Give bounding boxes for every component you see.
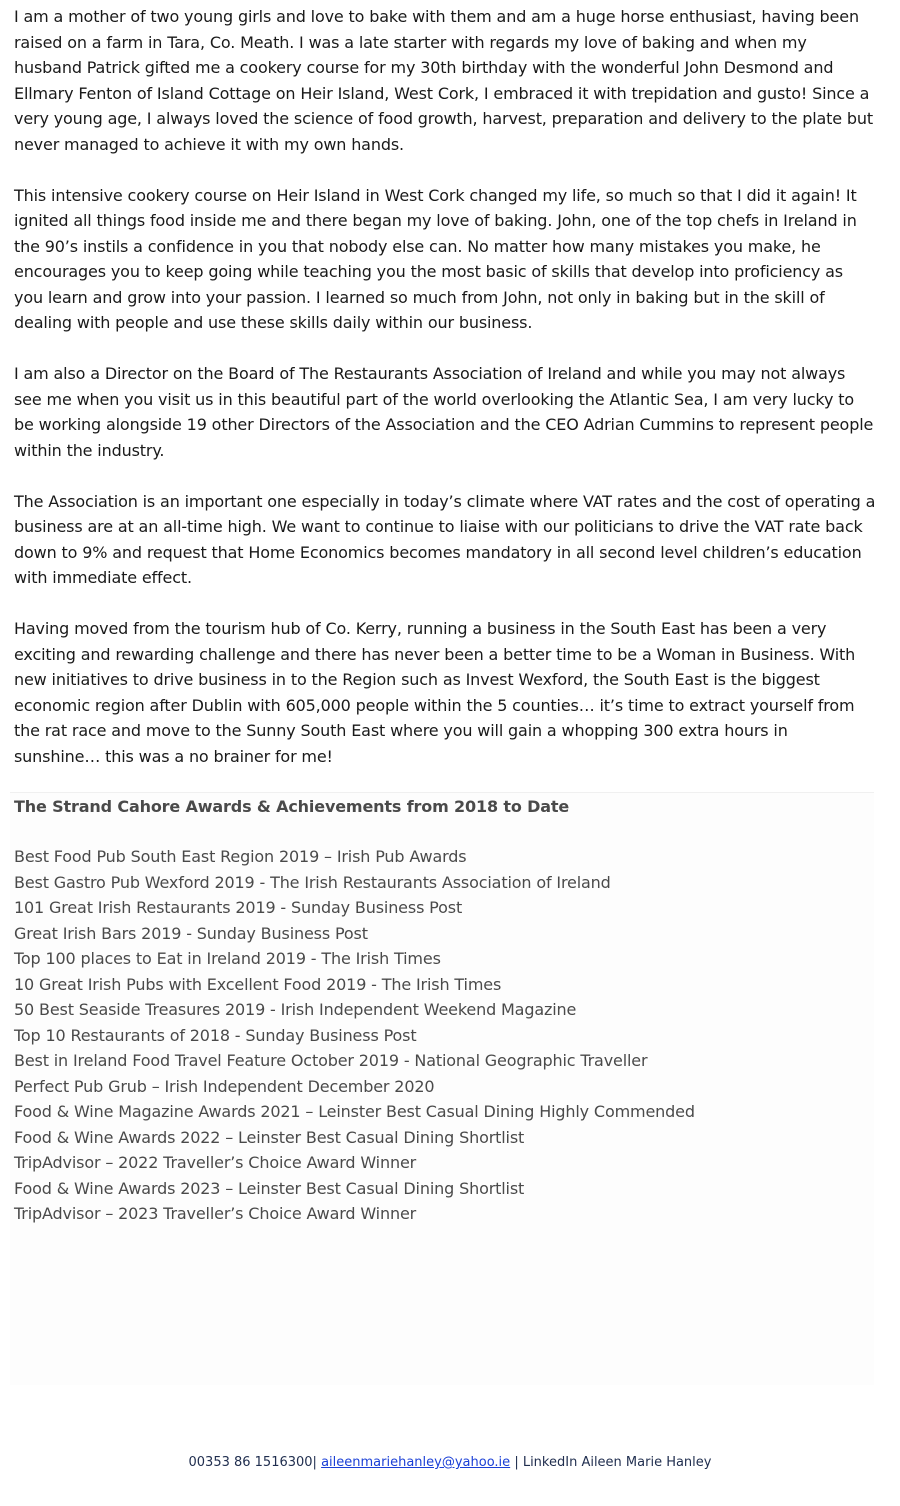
document-body: [14, 4, 876, 795]
award-item: 10 Great Irish Pubs with Excellent Food 2019 - The Irish Times: [14, 974, 502, 994]
awards-heading: The Strand Cahore Awards & Achievements from 2018 to Date: [14, 797, 570, 816]
awards-section: [10, 792, 874, 1385]
award-item: Food & Wine Awards 2022 – Leinster Best Casual Dining Shortlist: [14, 1127, 525, 1147]
footer-email-link[interactable]: aileenmariehanley@yahoo.ie: [321, 1455, 511, 1470]
award-item: Food & Wine Awards 2023 – Leinster Best Casual Dining Shortlist: [14, 1178, 525, 1198]
award-item: Best Food Pub South East Region 2019 – Irish Pub Awards: [14, 847, 467, 866]
award-item: 101 Great Irish Restaurants 2019 - Sunday Business Post: [14, 898, 463, 917]
award-item: Food & Wine Magazine Awards 2021 – Leinster Best Casual Dining Highly Commended: [14, 1102, 695, 1121]
award-item: Best in Ireland Food Travel Feature October 2019 - National Geographic Traveller: [14, 1051, 648, 1070]
paragraph-cookery-course: This intensive cookery course on Heir Island in West Cork changed my life, so much so that I did it again! It ignited all things food inside me and there began my love of baking. John, one of the top chefs in Ireland in the 90’s instils a confidence in you that nobody else can. No matter how many mistakes you make, he encourages you to keep going while teaching you the most basic of skills that develop into proficiency as you learn and grow into your passion. I learned so much from John, not only in baking but in the skill of dealing with people and use these skills daily within our business.: [14, 185, 857, 332]
paragraph-south-east: Having moved from the tourism hub of Co. Kerry, running a business in the South East has been a very exciting and rewarding challenge and there has never been a better time to be a Woman in Business. With new initiatives to drive business in to the Region such as Invest Wexford, the South East is the biggest economic region after Dublin with 605,000 people within the 5 counties… it’s time to extract yourself from the rat race and move to the Sunny South East where you will gain a whopping 300 extra hours in sunshine… this was a no brainer for me!: [14, 619, 856, 766]
award-item: Best Gastro Pub Wexford 2019 - The Irish Restaurants Association of Ireland: [14, 872, 611, 892]
award-item: TripAdvisor – 2023 Traveller’s Choice Award Winner: [14, 1204, 417, 1223]
award-item: Top 10 Restaurants of 2018 - Sunday Business Post: [14, 1025, 417, 1045]
paragraph-association: The Association is an important one especially in today’s climate where VAT rates and the cost of operating a business are at an all-time high. We want to continue to liaise with our politicians to drive the VAT rate back down to 9% and request that Home Economics becomes mandatory in all second level children’s education with immediate effect.: [14, 491, 876, 587]
awards-list: [14, 844, 695, 1227]
contact-footer: [0, 1455, 900, 1470]
paragraph-director: I am also a Director on the Board of The Restaurants Association of Ireland and while you may not always see me when you visit us in this beautiful part of the world overlooking the Atlantic Sea, I am very lucky to be working alongside 19 other Directors of the Association and the CEO Adrian Cummins to represent people within the industry.: [14, 364, 874, 460]
award-item: 50 Best Seaside Treasures 2019 - Irish Independent Weekend Magazine: [14, 1000, 577, 1019]
award-item: Perfect Pub Grub – Irish Independent December 2020: [14, 1076, 435, 1096]
paragraph-intro: I am a mother of two young girls and love to bake with them and am a huge horse enthusiast, having been raised on a farm in Tara, Co. Meath. I was a late starter with regards my love of baking and when my husband Patrick gifted me a cookery course for my 30th birthday with the wonderful John Desmond and Ellmary Fenton of Island Cottage on Heir Island, West Cork, I embraced it with trepidation and gusto! Since a very young age, I always loved the science of food growth, harvest, preparation and delivery to the plate but never managed to achieve it with my own hands.: [14, 7, 874, 154]
footer-linkedin: | LinkedIn Aileen Marie Hanley: [514, 1455, 712, 1470]
award-item: Top 100 places to Eat in Ireland 2019 - The Irish Times: [14, 949, 441, 968]
award-item: TripAdvisor – 2022 Traveller’s Choice Award Winner: [14, 1153, 417, 1172]
footer-phone: 00353 86 1516300|: [188, 1455, 317, 1470]
award-item: Great Irish Bars 2019 - Sunday Business Post: [14, 923, 368, 943]
